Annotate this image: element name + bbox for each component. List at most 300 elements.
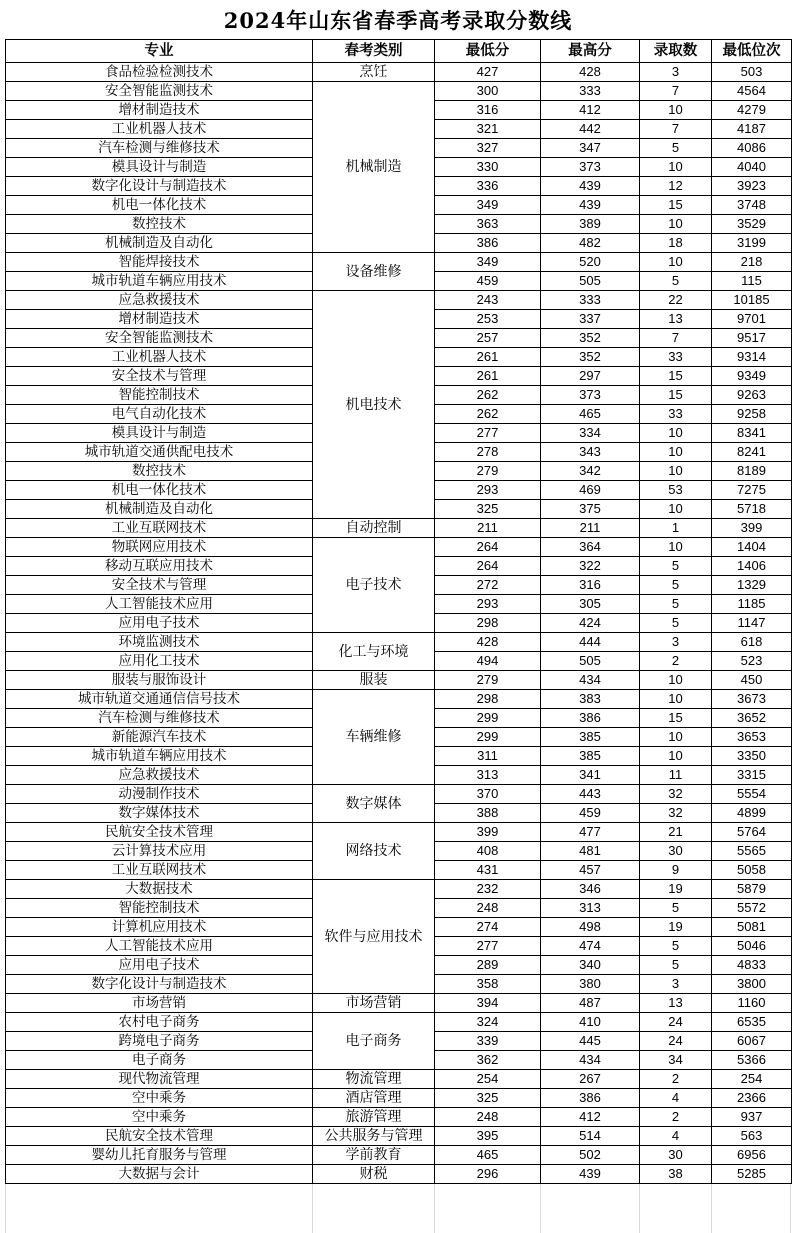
min-rank-cell: 4187 [712, 120, 792, 139]
major-cell: 跨境电子商务 [6, 1032, 313, 1051]
max-score-cell: 385 [541, 747, 640, 766]
min-score-cell: 248 [435, 899, 541, 918]
admitted-count-cell: 34 [640, 1051, 712, 1070]
table-header-row [6, 40, 792, 63]
min-score-cell: 261 [435, 348, 541, 367]
min-rank-cell: 3529 [712, 215, 792, 234]
admitted-count-cell: 12 [640, 177, 712, 196]
max-score-cell: 444 [541, 633, 640, 652]
table-row [6, 538, 792, 557]
min-score-cell: 388 [435, 804, 541, 823]
category-cell: 机电技术 [313, 291, 435, 519]
category-cell: 物流管理 [313, 1070, 435, 1089]
major-cell: 机电一体化技术 [6, 196, 313, 215]
max-score-cell: 386 [541, 709, 640, 728]
max-score-cell: 352 [541, 329, 640, 348]
min-rank-cell: 618 [712, 633, 792, 652]
admitted-count-cell: 10 [640, 424, 712, 443]
admitted-count-cell: 10 [640, 462, 712, 481]
min-rank-cell: 3199 [712, 234, 792, 253]
min-score-cell: 399 [435, 823, 541, 842]
admitted-count-cell: 5 [640, 956, 712, 975]
max-score-cell: 386 [541, 1089, 640, 1108]
min-score-cell: 299 [435, 709, 541, 728]
table-row [6, 1070, 792, 1089]
min-rank-cell: 9314 [712, 348, 792, 367]
min-score-cell: 300 [435, 82, 541, 101]
min-rank-cell: 3652 [712, 709, 792, 728]
major-cell: 数字化设计与制造技术 [6, 177, 313, 196]
admitted-count-cell: 10 [640, 690, 712, 709]
major-cell: 城市轨道交通供配电技术 [6, 443, 313, 462]
min-score-cell: 264 [435, 538, 541, 557]
header-major: 专业 [6, 40, 313, 63]
max-score-cell: 424 [541, 614, 640, 633]
major-cell: 机电一体化技术 [6, 481, 313, 500]
major-cell: 工业机器人技术 [6, 348, 313, 367]
max-score-cell: 412 [541, 101, 640, 120]
min-score-cell: 431 [435, 861, 541, 880]
table-row [6, 633, 792, 652]
table-row [6, 823, 792, 842]
min-rank-cell: 450 [712, 671, 792, 690]
major-cell: 数控技术 [6, 215, 313, 234]
max-score-cell: 352 [541, 348, 640, 367]
min-rank-cell: 5554 [712, 785, 792, 804]
max-score-cell: 322 [541, 557, 640, 576]
min-score-cell: 336 [435, 177, 541, 196]
major-cell: 增材制造技术 [6, 101, 313, 120]
major-cell: 城市轨道车辆应用技术 [6, 272, 313, 291]
max-score-cell: 505 [541, 652, 640, 671]
admitted-count-cell: 3 [640, 63, 712, 82]
admitted-count-cell: 13 [640, 310, 712, 329]
min-rank-cell: 6535 [712, 1013, 792, 1032]
admitted-count-cell: 15 [640, 196, 712, 215]
table-row [6, 291, 792, 310]
max-score-cell: 333 [541, 82, 640, 101]
max-score-cell: 313 [541, 899, 640, 918]
min-rank-cell: 8241 [712, 443, 792, 462]
major-cell: 增材制造技术 [6, 310, 313, 329]
min-rank-cell: 3748 [712, 196, 792, 215]
max-score-cell: 445 [541, 1032, 640, 1051]
max-score-cell: 380 [541, 975, 640, 994]
max-score-cell: 412 [541, 1108, 640, 1127]
admitted-count-cell: 33 [640, 405, 712, 424]
max-score-cell: 502 [541, 1146, 640, 1165]
table-row [6, 1013, 792, 1032]
min-rank-cell: 937 [712, 1108, 792, 1127]
max-score-cell: 474 [541, 937, 640, 956]
min-rank-cell: 5572 [712, 899, 792, 918]
max-score-cell: 373 [541, 158, 640, 177]
max-score-cell: 211 [541, 519, 640, 538]
admitted-count-cell: 22 [640, 291, 712, 310]
major-cell: 应用电子技术 [6, 614, 313, 633]
admitted-count-cell: 10 [640, 671, 712, 690]
min-score-cell: 296 [435, 1165, 541, 1184]
category-cell: 数字媒体 [313, 785, 435, 823]
max-score-cell: 343 [541, 443, 640, 462]
table-row [6, 253, 792, 272]
max-score-cell: 385 [541, 728, 640, 747]
admitted-count-cell: 5 [640, 595, 712, 614]
admitted-count-cell: 15 [640, 709, 712, 728]
header-max-score: 最高分 [541, 40, 640, 63]
max-score-cell: 340 [541, 956, 640, 975]
min-score-cell: 262 [435, 405, 541, 424]
min-rank-cell: 1406 [712, 557, 792, 576]
major-cell: 空中乘务 [6, 1089, 313, 1108]
major-cell: 安全技术与管理 [6, 576, 313, 595]
max-score-cell: 341 [541, 766, 640, 785]
major-cell: 城市轨道车辆应用技术 [6, 747, 313, 766]
min-score-cell: 395 [435, 1127, 541, 1146]
min-rank-cell: 9701 [712, 310, 792, 329]
header-category: 春考类别 [313, 40, 435, 63]
max-score-cell: 434 [541, 1051, 640, 1070]
major-cell: 智能控制技术 [6, 899, 313, 918]
table-row [6, 1146, 792, 1165]
category-cell: 市场营销 [313, 994, 435, 1013]
admitted-count-cell: 11 [640, 766, 712, 785]
admitted-count-cell: 32 [640, 804, 712, 823]
admitted-count-cell: 2 [640, 1070, 712, 1089]
table-row [6, 1108, 792, 1127]
min-rank-cell: 254 [712, 1070, 792, 1089]
category-cell: 化工与环境 [313, 633, 435, 671]
major-cell: 安全智能监测技术 [6, 82, 313, 101]
category-cell: 车辆维修 [313, 690, 435, 785]
max-score-cell: 477 [541, 823, 640, 842]
major-cell: 工业互联网技术 [6, 519, 313, 538]
major-cell: 物联网应用技术 [6, 538, 313, 557]
min-score-cell: 459 [435, 272, 541, 291]
max-score-cell: 334 [541, 424, 640, 443]
max-score-cell: 389 [541, 215, 640, 234]
major-cell: 环境监测技术 [6, 633, 313, 652]
min-rank-cell: 1160 [712, 994, 792, 1013]
max-score-cell: 305 [541, 595, 640, 614]
page-title: 2024年山东省春季高考录取分数线 [223, 8, 573, 33]
min-rank-cell: 10185 [712, 291, 792, 310]
min-score-cell: 311 [435, 747, 541, 766]
min-score-cell: 253 [435, 310, 541, 329]
admitted-count-cell: 5 [640, 899, 712, 918]
admitted-count-cell: 10 [640, 443, 712, 462]
major-cell: 新能源汽车技术 [6, 728, 313, 747]
min-rank-cell: 4564 [712, 82, 792, 101]
min-score-cell: 358 [435, 975, 541, 994]
min-rank-cell: 3800 [712, 975, 792, 994]
major-cell: 汽车检测与维修技术 [6, 709, 313, 728]
category-cell: 财税 [313, 1165, 435, 1184]
admitted-count-cell: 10 [640, 500, 712, 519]
max-score-cell: 442 [541, 120, 640, 139]
admitted-count-cell: 4 [640, 1089, 712, 1108]
major-cell: 人工智能技术应用 [6, 937, 313, 956]
min-score-cell: 349 [435, 196, 541, 215]
min-score-cell: 264 [435, 557, 541, 576]
admitted-count-cell: 15 [640, 367, 712, 386]
min-score-cell: 465 [435, 1146, 541, 1165]
min-rank-cell: 5058 [712, 861, 792, 880]
major-cell: 电气自动化技术 [6, 405, 313, 424]
category-cell: 烹饪 [313, 63, 435, 82]
max-score-cell: 498 [541, 918, 640, 937]
admitted-count-cell: 10 [640, 158, 712, 177]
table-row [6, 1165, 792, 1184]
min-score-cell: 408 [435, 842, 541, 861]
min-score-cell: 243 [435, 291, 541, 310]
min-rank-cell: 4833 [712, 956, 792, 975]
max-score-cell: 347 [541, 139, 640, 158]
max-score-cell: 439 [541, 1165, 640, 1184]
max-score-cell: 337 [541, 310, 640, 329]
min-score-cell: 232 [435, 880, 541, 899]
admitted-count-cell: 24 [640, 1013, 712, 1032]
admitted-count-cell: 13 [640, 994, 712, 1013]
min-score-cell: 262 [435, 386, 541, 405]
min-score-cell: 279 [435, 671, 541, 690]
min-rank-cell: 5366 [712, 1051, 792, 1070]
major-cell: 人工智能技术应用 [6, 595, 313, 614]
min-rank-cell: 8341 [712, 424, 792, 443]
table-row [6, 519, 792, 538]
admitted-count-cell: 10 [640, 538, 712, 557]
table-row [6, 671, 792, 690]
min-rank-cell: 5764 [712, 823, 792, 842]
min-score-cell: 316 [435, 101, 541, 120]
admitted-count-cell: 33 [640, 348, 712, 367]
category-cell: 软件与应用技术 [313, 880, 435, 994]
min-rank-cell: 4899 [712, 804, 792, 823]
min-rank-cell: 3673 [712, 690, 792, 709]
min-rank-cell: 6956 [712, 1146, 792, 1165]
min-score-cell: 211 [435, 519, 541, 538]
admitted-count-cell: 10 [640, 253, 712, 272]
major-cell: 电子商务 [6, 1051, 313, 1070]
min-score-cell: 349 [435, 253, 541, 272]
major-cell: 大数据技术 [6, 880, 313, 899]
admitted-count-cell: 38 [640, 1165, 712, 1184]
major-cell: 民航安全技术管理 [6, 1127, 313, 1146]
admitted-count-cell: 10 [640, 215, 712, 234]
min-rank-cell: 8189 [712, 462, 792, 481]
major-cell: 云计算技术应用 [6, 842, 313, 861]
min-rank-cell: 9258 [712, 405, 792, 424]
category-cell: 服装 [313, 671, 435, 690]
admission-score-table [5, 39, 792, 1184]
table-row [6, 1127, 792, 1146]
major-cell: 应用化工技术 [6, 652, 313, 671]
major-cell: 应急救援技术 [6, 291, 313, 310]
admitted-count-cell: 1 [640, 519, 712, 538]
major-cell: 数字媒体技术 [6, 804, 313, 823]
spreadsheet-gridlines [5, 1184, 791, 1233]
min-score-cell: 298 [435, 690, 541, 709]
min-score-cell: 321 [435, 120, 541, 139]
major-cell: 大数据与会计 [6, 1165, 313, 1184]
major-cell: 空中乘务 [6, 1108, 313, 1127]
min-rank-cell: 563 [712, 1127, 792, 1146]
min-score-cell: 394 [435, 994, 541, 1013]
min-rank-cell: 5285 [712, 1165, 792, 1184]
min-rank-cell: 3653 [712, 728, 792, 747]
min-rank-cell: 503 [712, 63, 792, 82]
major-cell: 农村电子商务 [6, 1013, 313, 1032]
min-score-cell: 298 [435, 614, 541, 633]
min-score-cell: 272 [435, 576, 541, 595]
admitted-count-cell: 5 [640, 272, 712, 291]
table-row [6, 63, 792, 82]
min-score-cell: 386 [435, 234, 541, 253]
min-score-cell: 293 [435, 595, 541, 614]
max-score-cell: 297 [541, 367, 640, 386]
min-score-cell: 325 [435, 1089, 541, 1108]
admitted-count-cell: 9 [640, 861, 712, 880]
min-rank-cell: 5879 [712, 880, 792, 899]
major-cell: 现代物流管理 [6, 1070, 313, 1089]
table-row [6, 880, 792, 899]
admitted-count-cell: 24 [640, 1032, 712, 1051]
min-score-cell: 370 [435, 785, 541, 804]
min-rank-cell: 5565 [712, 842, 792, 861]
min-rank-cell: 3315 [712, 766, 792, 785]
major-cell: 应急救援技术 [6, 766, 313, 785]
major-cell: 工业互联网技术 [6, 861, 313, 880]
max-score-cell: 439 [541, 177, 640, 196]
category-cell: 学前教育 [313, 1146, 435, 1165]
major-cell: 数控技术 [6, 462, 313, 481]
admitted-count-cell: 7 [640, 329, 712, 348]
major-cell: 安全技术与管理 [6, 367, 313, 386]
major-cell: 计算机应用技术 [6, 918, 313, 937]
major-cell: 食品检验检测技术 [6, 63, 313, 82]
table-row [6, 994, 792, 1013]
admitted-count-cell: 5 [640, 614, 712, 633]
category-cell: 设备维修 [313, 253, 435, 291]
header-admitted-count: 录取数 [640, 40, 712, 63]
major-cell: 工业机器人技术 [6, 120, 313, 139]
max-score-cell: 520 [541, 253, 640, 272]
min-score-cell: 278 [435, 443, 541, 462]
min-rank-cell: 9263 [712, 386, 792, 405]
min-rank-cell: 4040 [712, 158, 792, 177]
major-cell: 智能焊接技术 [6, 253, 313, 272]
max-score-cell: 346 [541, 880, 640, 899]
min-rank-cell: 1329 [712, 576, 792, 595]
min-rank-cell: 115 [712, 272, 792, 291]
max-score-cell: 505 [541, 272, 640, 291]
min-score-cell: 324 [435, 1013, 541, 1032]
min-rank-cell: 218 [712, 253, 792, 272]
table-row [6, 785, 792, 804]
max-score-cell: 487 [541, 994, 640, 1013]
max-score-cell: 375 [541, 500, 640, 519]
admitted-count-cell: 21 [640, 823, 712, 842]
max-score-cell: 373 [541, 386, 640, 405]
admitted-count-cell: 10 [640, 101, 712, 120]
max-score-cell: 410 [541, 1013, 640, 1032]
category-cell: 自动控制 [313, 519, 435, 538]
major-cell: 数字化设计与制造技术 [6, 975, 313, 994]
min-score-cell: 277 [435, 937, 541, 956]
category-cell: 酒店管理 [313, 1089, 435, 1108]
max-score-cell: 333 [541, 291, 640, 310]
min-rank-cell: 3350 [712, 747, 792, 766]
admitted-count-cell: 5 [640, 139, 712, 158]
min-rank-cell: 6067 [712, 1032, 792, 1051]
category-cell: 机械制造 [313, 82, 435, 253]
min-score-cell: 325 [435, 500, 541, 519]
min-score-cell: 313 [435, 766, 541, 785]
table-row [6, 690, 792, 709]
admitted-count-cell: 3 [640, 975, 712, 994]
admitted-count-cell: 5 [640, 557, 712, 576]
max-score-cell: 457 [541, 861, 640, 880]
category-cell: 网络技术 [313, 823, 435, 880]
admitted-count-cell: 5 [640, 576, 712, 595]
admitted-count-cell: 10 [640, 728, 712, 747]
admitted-count-cell: 5 [640, 937, 712, 956]
admitted-count-cell: 19 [640, 880, 712, 899]
min-rank-cell: 5081 [712, 918, 792, 937]
major-cell: 移动互联应用技术 [6, 557, 313, 576]
max-score-cell: 443 [541, 785, 640, 804]
min-score-cell: 327 [435, 139, 541, 158]
admitted-count-cell: 30 [640, 1146, 712, 1165]
major-cell: 模具设计与制造 [6, 158, 313, 177]
min-score-cell: 339 [435, 1032, 541, 1051]
category-cell: 公共服务与管理 [313, 1127, 435, 1146]
max-score-cell: 439 [541, 196, 640, 215]
max-score-cell: 434 [541, 671, 640, 690]
admitted-count-cell: 7 [640, 82, 712, 101]
max-score-cell: 514 [541, 1127, 640, 1146]
major-cell: 动漫制作技术 [6, 785, 313, 804]
admitted-count-cell: 15 [640, 386, 712, 405]
min-score-cell: 299 [435, 728, 541, 747]
min-score-cell: 277 [435, 424, 541, 443]
major-cell: 婴幼儿托育服务与管理 [6, 1146, 313, 1165]
min-rank-cell: 4086 [712, 139, 792, 158]
header-min-score: 最低分 [435, 40, 541, 63]
min-score-cell: 248 [435, 1108, 541, 1127]
min-score-cell: 330 [435, 158, 541, 177]
admitted-count-cell: 18 [640, 234, 712, 253]
major-cell: 服装与服饰设计 [6, 671, 313, 690]
category-cell: 电子商务 [313, 1013, 435, 1070]
admitted-count-cell: 3 [640, 633, 712, 652]
min-rank-cell: 399 [712, 519, 792, 538]
major-cell: 安全智能监测技术 [6, 329, 313, 348]
max-score-cell: 481 [541, 842, 640, 861]
major-cell: 应用电子技术 [6, 956, 313, 975]
admitted-count-cell: 4 [640, 1127, 712, 1146]
admitted-count-cell: 7 [640, 120, 712, 139]
category-cell: 电子技术 [313, 538, 435, 633]
min-score-cell: 363 [435, 215, 541, 234]
min-rank-cell: 523 [712, 652, 792, 671]
min-rank-cell: 4279 [712, 101, 792, 120]
min-rank-cell: 5718 [712, 500, 792, 519]
min-rank-cell: 2366 [712, 1089, 792, 1108]
table-body [6, 63, 792, 1184]
admitted-count-cell: 30 [640, 842, 712, 861]
admitted-count-cell: 19 [640, 918, 712, 937]
